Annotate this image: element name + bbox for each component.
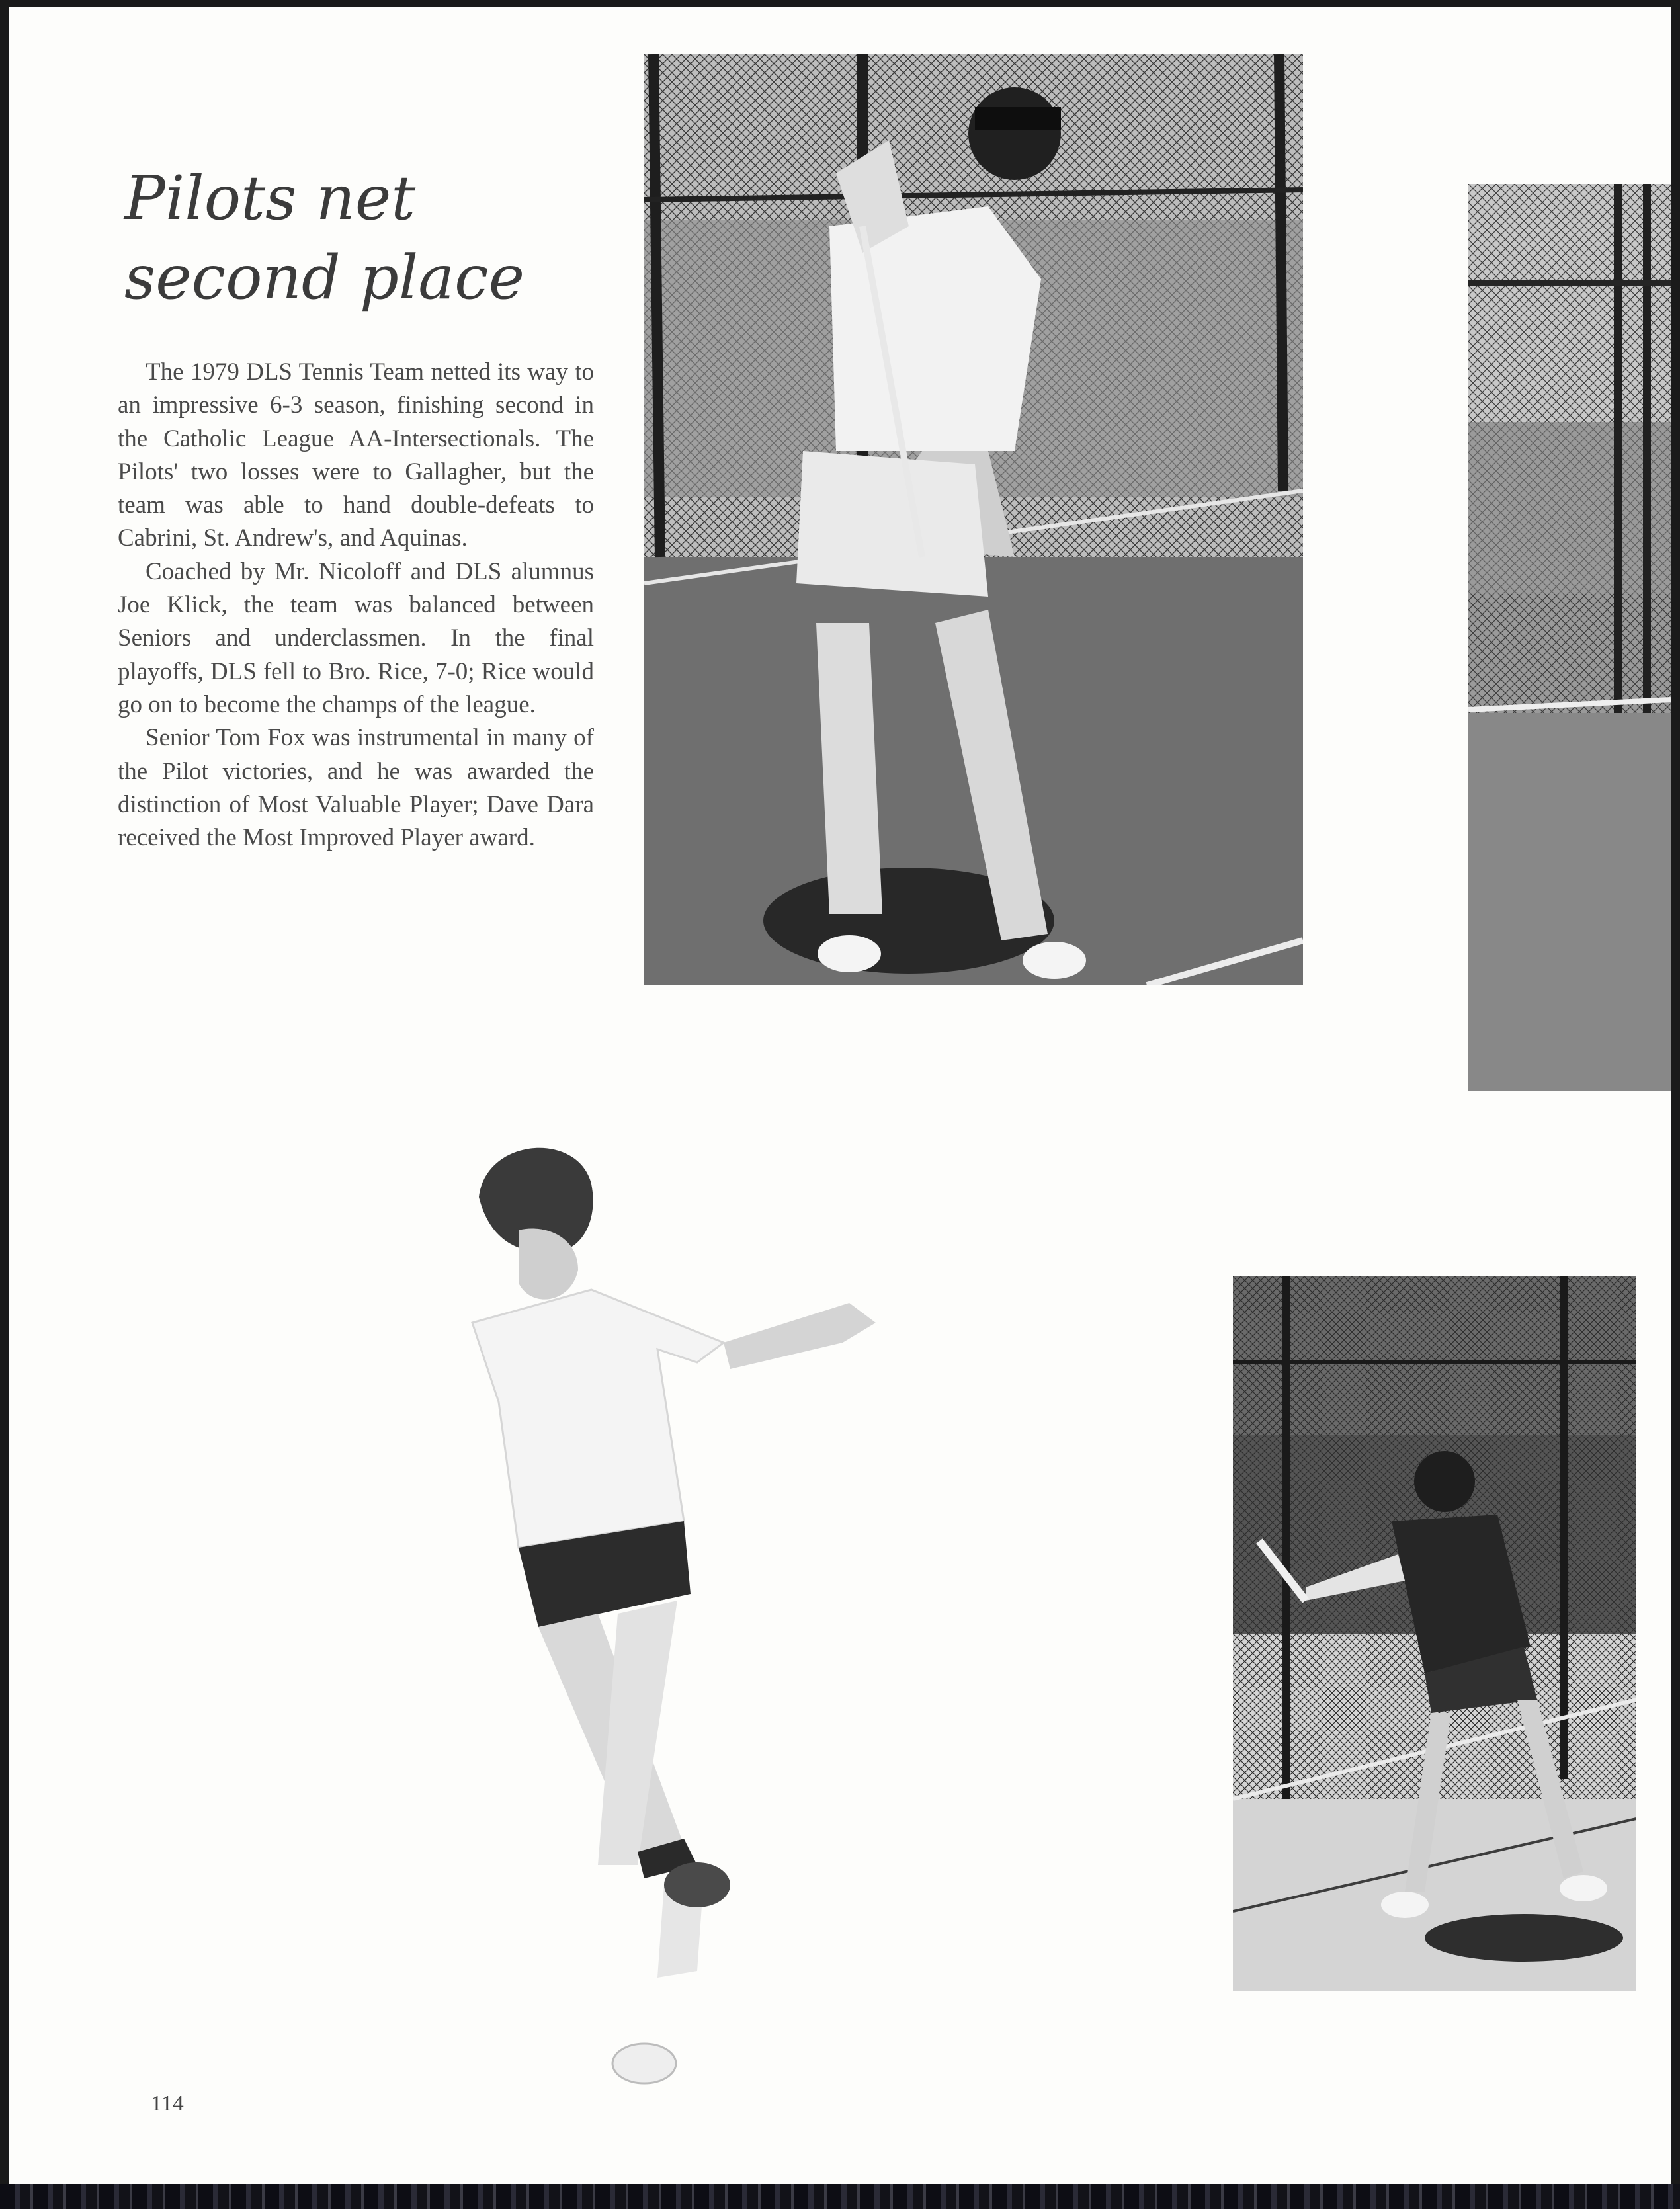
paragraph: The 1979 DLS Tennis Team netted its way to an impressive 6-3 season, finishing second in the Catholic League AA-Intersectionals. The Pilots' two losses were to Gallagher, but the team was able to hand double-defeats to Cabrini, St. Andrew's, and Aquinas.: [118, 358, 594, 552]
scan-edge-strip: [0, 2184, 1680, 2209]
article-body: [118, 356, 594, 854]
player-lunging-photo: [419, 1124, 975, 2110]
headline: [124, 159, 627, 317]
player-ready-stance-photo: [1233, 1276, 1636, 1991]
tennis-court-fence-photo: [1468, 184, 1671, 1091]
headline-line-1: Pilots net: [124, 163, 416, 233]
yearbook-page: [9, 7, 1671, 2184]
tennis-player-serving-photo: [644, 54, 1303, 985]
paragraph: Coached by Mr. Nicoloff and DLS alumnus Joe Klick, the team was balanced between Seniors and underclassmen. In the final playoffs, DLS fell to Bro. Rice, 7-0; Rice would go on to become the champs of the league.: [118, 558, 594, 718]
paragraph: Senior Tom Fox was instrumental in many of the Pilot victories, and he was awarded the distinction of Most Valuable Player; Dave Dara received the Most Improved Player award.: [118, 724, 594, 852]
page-number: 114: [151, 2091, 184, 2116]
headline-line-2: second place: [124, 242, 525, 313]
